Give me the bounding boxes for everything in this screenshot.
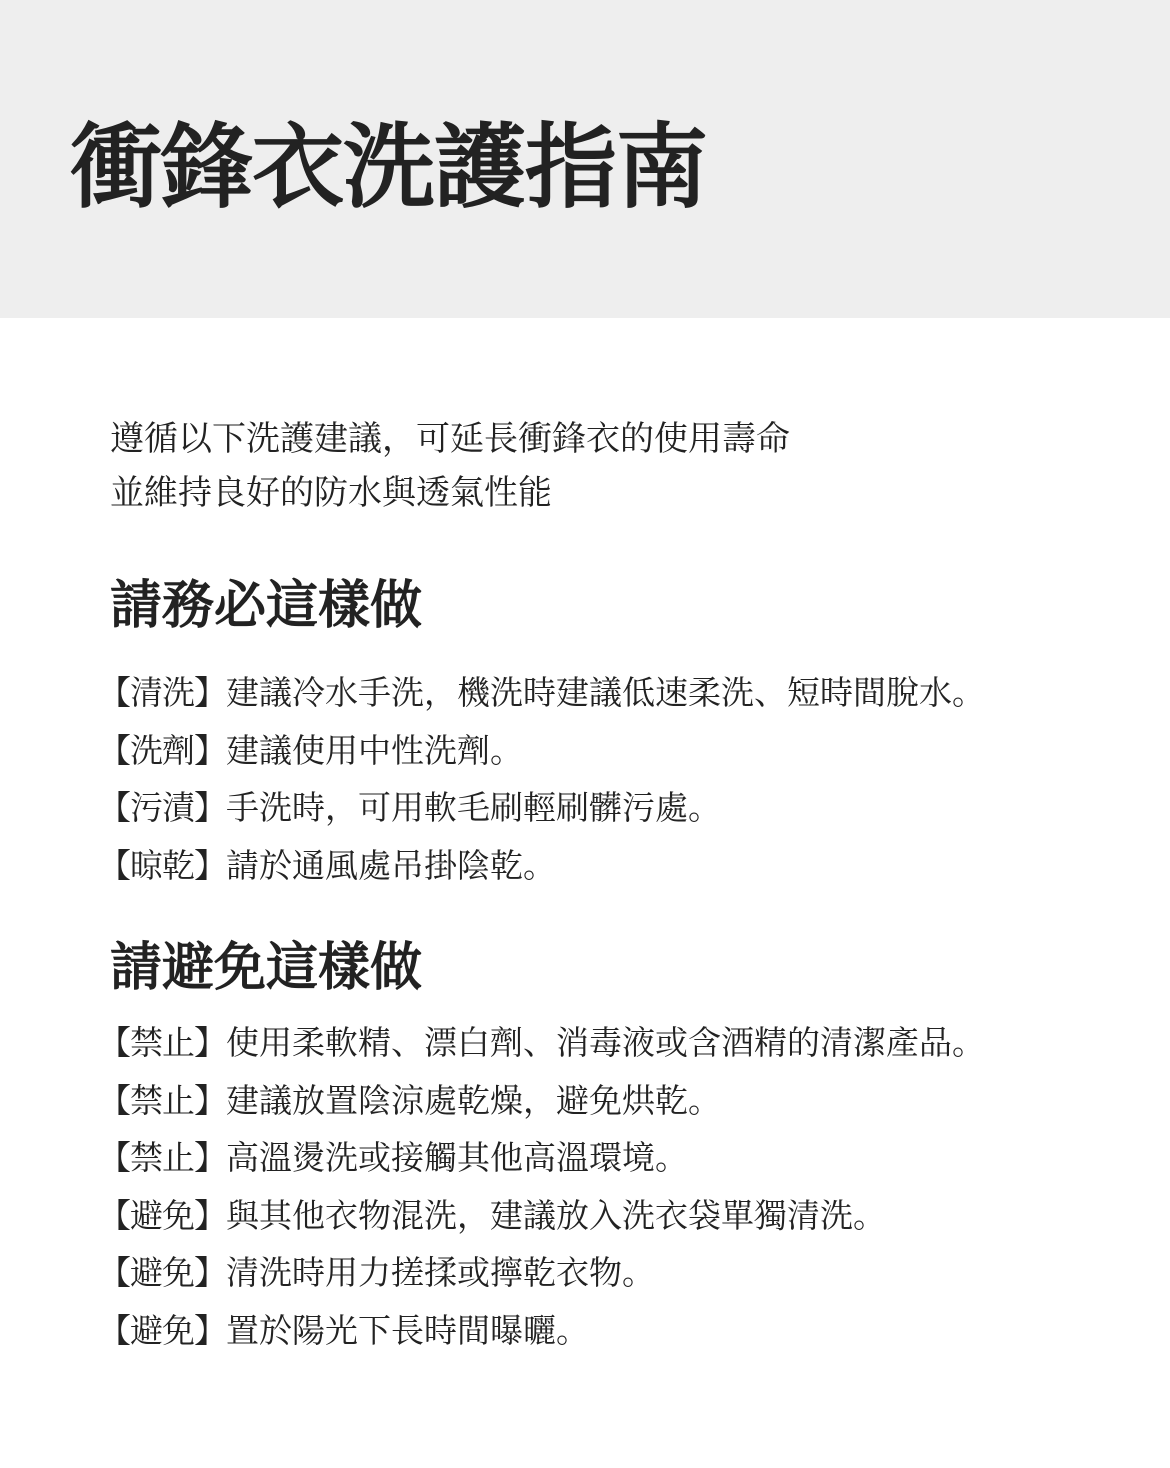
dos-list — [98, 664, 1158, 894]
dos-heading: 請務必這樣做 — [110, 576, 423, 636]
intro-line: 遵循以下洗護建議，可延長衝鋒衣的使用壽命 — [110, 419, 790, 459]
rule-text: 與其他衣物混洗，建議放入洗衣袋單獨清洗。 — [226, 1195, 886, 1235]
list-item — [98, 837, 1158, 895]
rule-text: 高溫燙洗或接觸其他高溫環境。 — [226, 1138, 688, 1177]
rule-text: 置於陽光下長時間曝曬。 — [226, 1310, 589, 1350]
rule-text: 使用柔軟精、漂白劑、消毒液或含酒精的清潔產品。 — [226, 1023, 985, 1062]
rule-text: 建議冷水手洗，機洗時建議低速柔洗、短時間脫水。 — [226, 673, 985, 712]
list-item — [98, 722, 1158, 780]
rule-text: 請於通風處吊掛陰乾。 — [226, 845, 556, 885]
list-item — [98, 1302, 1158, 1360]
rule-text: 建議使用中性洗劑。 — [226, 730, 523, 770]
rule-tag: 【避免】 — [98, 1310, 226, 1350]
rule-tag: 【避免】 — [98, 1195, 226, 1235]
list-item — [98, 1129, 1158, 1187]
donts-list — [98, 1014, 1158, 1359]
page-title: 衝鋒衣洗護指南 — [70, 114, 708, 221]
list-item — [98, 1014, 1158, 1072]
list-item — [98, 1244, 1158, 1302]
rule-tag: 【洗劑】 — [98, 730, 226, 770]
intro-paragraph — [110, 412, 1110, 520]
rule-tag: 【禁止】 — [98, 1138, 226, 1177]
rule-text: 建議放置陰涼處乾燥，避免烘乾。 — [226, 1080, 721, 1120]
rule-text: 手洗時，可用軟毛刷輕刷髒污處。 — [226, 788, 721, 827]
list-item — [98, 779, 1158, 837]
donts-heading: 請避免這樣做 — [110, 938, 423, 998]
list-item — [98, 1072, 1158, 1130]
list-item — [98, 664, 1158, 722]
rule-tag: 【禁止】 — [98, 1023, 226, 1062]
list-item — [98, 1187, 1158, 1245]
intro-line: 並維持良好的防水與透氣性能 — [110, 473, 552, 513]
rule-tag: 【污漬】 — [98, 788, 226, 827]
rule-tag: 【避免】 — [98, 1253, 226, 1292]
header-banner — [0, 0, 1170, 318]
rule-tag: 【禁止】 — [98, 1080, 226, 1120]
rule-tag: 【清洗】 — [98, 673, 226, 712]
rule-tag: 【晾乾】 — [98, 845, 226, 885]
rule-text: 清洗時用力搓揉或擰乾衣物。 — [226, 1253, 655, 1292]
